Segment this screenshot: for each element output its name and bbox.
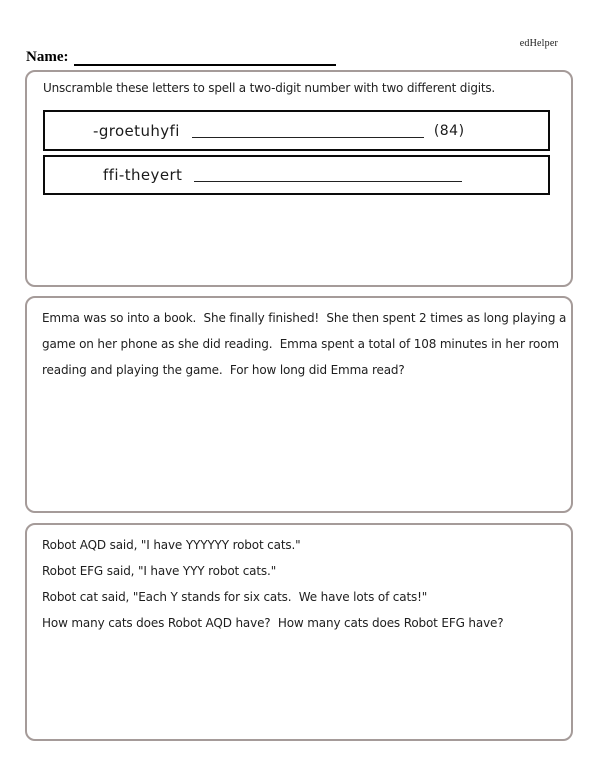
question-box-word-problem-emma (25, 296, 573, 513)
problem-text (27, 298, 571, 383)
scrambled-letters: ffi-theyert (103, 166, 183, 184)
problem-text-line: Robot cat said, "Each Y stands for six cats. We have lots of cats!" (42, 590, 428, 604)
answer-blank-line (192, 124, 424, 138)
scrambled-letters: -groetuhyfi (93, 121, 180, 140)
question-box-unscramble (25, 70, 573, 287)
problem-text-line: Robot EFG said, "I have YYY robot cats." (42, 564, 277, 578)
name-label: Name: (26, 49, 69, 65)
edhelper-logo: edHelper (519, 38, 558, 49)
problem-text-line: game on her phone as she did reading. Emma spent a total of 108 minutes in her room (42, 337, 559, 351)
question-box-word-problem-robot (25, 523, 573, 741)
problem-text-line: reading and playing the game. For how long did Emma read? (42, 363, 405, 377)
name-row (26, 49, 336, 66)
unscramble-item (43, 155, 550, 195)
name-blank-line (74, 52, 336, 66)
unscramble-instruction: Unscramble these letters to spell a two-digit number with two different digits. (43, 81, 496, 95)
problem-text (27, 525, 571, 636)
answer-hint: (84) (433, 122, 465, 139)
answer-blank-line (194, 168, 462, 182)
problem-text-line: Emma was so into a book. She finally finished! She then spent 2 times as long playing a (42, 311, 567, 325)
problem-text-line: Robot AQD said, "I have YYYYYY robot cats." (42, 538, 301, 552)
problem-text-line: How many cats does Robot AQD have? How many cats does Robot EFG have? (42, 616, 504, 630)
unscramble-item (43, 110, 550, 151)
